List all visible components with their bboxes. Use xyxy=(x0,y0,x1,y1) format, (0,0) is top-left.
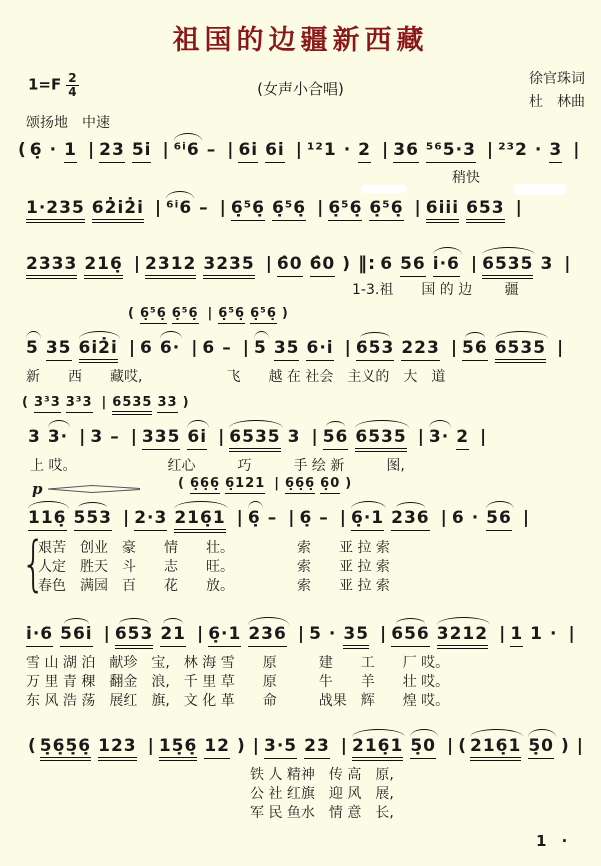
meter-numerator: 2 xyxy=(68,71,77,85)
note-token: 6̣⁵6̣ xyxy=(218,307,245,324)
page-number: 1 · xyxy=(536,832,573,850)
lyrics-row: 公 社 红旗 迎 风 展, xyxy=(250,785,394,802)
paren: ( xyxy=(22,395,29,410)
lyrics-block xyxy=(21,528,534,599)
piano-dynamic: p xyxy=(32,480,43,498)
barline: | xyxy=(219,198,227,218)
song-title: 祖国的边疆新西藏 xyxy=(172,25,429,56)
paren: ( xyxy=(28,736,37,756)
note-token: 216̣1 xyxy=(470,737,521,761)
meter-denominator: 4 xyxy=(68,84,77,99)
barline: | xyxy=(576,736,585,756)
barline: | xyxy=(207,306,214,321)
notation-line xyxy=(18,130,584,163)
note-token: 1·235 xyxy=(26,199,85,223)
note-token: 23 xyxy=(304,737,330,759)
barline: | xyxy=(573,140,581,160)
note-token: 6̣⁵6̣ xyxy=(250,307,277,324)
note-token: – xyxy=(206,140,217,160)
note-token: 6 xyxy=(202,338,216,358)
paren: ( xyxy=(18,140,27,160)
note-token: 33 xyxy=(157,396,177,413)
paren: ) xyxy=(342,254,352,274)
barline: | xyxy=(130,427,138,447)
note-token: 216̣1 xyxy=(352,737,403,761)
barline: | xyxy=(242,338,250,358)
lyrics-row: 万 里 青 稞 翻金 浪, 千 里 草 原 牛 羊 壮 哎。 xyxy=(26,673,450,690)
barline: | xyxy=(218,427,226,447)
note-token: 3 xyxy=(540,254,554,274)
barline: | xyxy=(557,338,565,358)
note-token: ⁶ⁱ6 xyxy=(166,198,193,218)
notation-line xyxy=(26,188,527,223)
note-token: 6̣6̣6̣ xyxy=(190,477,220,494)
note-token: 56i xyxy=(60,625,92,647)
ensemble-type: (女声小合唱) xyxy=(257,80,344,98)
barline: | xyxy=(87,140,96,160)
barline: | xyxy=(311,427,319,447)
note-token: 23 xyxy=(99,141,125,163)
barline: | xyxy=(147,736,155,756)
barline: | xyxy=(522,508,531,528)
paren: ( xyxy=(178,476,185,491)
music-system-7 xyxy=(26,614,580,711)
composer-credit: 杜 林曲 xyxy=(529,94,585,110)
note-token: 56 xyxy=(323,428,349,450)
note-token: 6 xyxy=(140,338,153,358)
barline: | xyxy=(191,338,199,358)
barline: | xyxy=(252,736,260,756)
note-token: 216̣1 xyxy=(174,509,225,533)
note-token: 56 xyxy=(462,339,488,361)
note-token: 6̣ xyxy=(247,508,261,528)
note-token: 3³3 xyxy=(34,396,61,413)
note-token: 5 xyxy=(26,338,39,358)
note-token: i·6 xyxy=(26,625,53,647)
barline: | xyxy=(499,624,507,644)
barline: | xyxy=(123,508,131,528)
barline: | xyxy=(568,624,576,644)
note-token: ⁵⁶5·3 xyxy=(426,141,476,163)
note-token: 6535 xyxy=(229,428,280,452)
note-token: 6̣⁵6̣ xyxy=(369,199,403,221)
note-token: · xyxy=(49,140,58,160)
note-token: – xyxy=(199,198,209,218)
note-token: 6̣121 xyxy=(225,477,265,494)
note-token: – xyxy=(267,508,278,528)
note-token: 5 xyxy=(253,338,267,358)
barline: | xyxy=(480,427,488,447)
lyrics-block xyxy=(250,766,588,823)
barline: | xyxy=(470,254,479,274)
interlude-notes xyxy=(128,300,568,324)
lyricist-credit: 徐官珠词 xyxy=(529,71,585,87)
note-token: 3· xyxy=(428,427,450,447)
note-token: 3·5 xyxy=(264,737,297,759)
barline: | xyxy=(339,508,348,528)
note-token: 2 xyxy=(456,428,469,450)
note-token: 3235 xyxy=(203,255,254,279)
note-token: 6̣ xyxy=(299,508,313,528)
note-token: 6· xyxy=(159,338,181,358)
note-token: 12 xyxy=(204,737,230,759)
lyrics-block xyxy=(352,281,576,300)
note-token: 36 xyxy=(393,141,419,163)
paren: ) xyxy=(182,395,190,410)
lyrics-block xyxy=(26,654,580,711)
barline: | xyxy=(486,140,495,160)
barline: | xyxy=(447,736,455,756)
lyrics-row: 春色 满园 百 花 放。 索 亚 拉 索 xyxy=(38,577,390,594)
note-token: 3 xyxy=(90,427,104,447)
lyrics-row: 军 民 鱼水 情 意 长, xyxy=(250,804,394,821)
notation-line xyxy=(26,614,580,649)
note-token: 6̂0 xyxy=(310,255,336,277)
note-token: 656 xyxy=(391,625,430,647)
note-token: i·6 xyxy=(433,255,460,277)
note-token: 6̣·1 xyxy=(351,509,384,531)
notation-line xyxy=(28,417,491,452)
note-token: 335 xyxy=(142,428,181,450)
note-token: 5 xyxy=(309,624,322,644)
note-token: 3 xyxy=(549,141,562,163)
note-token: 6̣ xyxy=(29,140,43,160)
notation-line xyxy=(28,498,534,533)
barline: | xyxy=(288,508,296,528)
note-token: 5̣0 xyxy=(528,737,554,759)
paren: ) xyxy=(345,476,353,491)
lyrics-row: 1-3.祖 国 的 边 疆 xyxy=(352,281,519,298)
scan-artifact xyxy=(514,184,566,195)
note-token: 5̣6̣5̣6̣ xyxy=(40,737,91,761)
barline: | xyxy=(265,254,273,274)
tempo-change-marking: 稍快 xyxy=(452,170,480,186)
notation-line xyxy=(26,244,576,279)
note-token: 3 xyxy=(287,427,301,447)
music-system-8 xyxy=(28,726,588,823)
barline: | xyxy=(295,140,303,160)
barline: | xyxy=(382,140,390,160)
barline: | xyxy=(417,427,425,447)
note-token: 123 xyxy=(98,737,137,761)
note-token: 653 xyxy=(466,199,505,223)
note-token: 6̣6̣6̣ xyxy=(285,477,315,494)
music-system-6 xyxy=(20,470,534,599)
note-token: 236 xyxy=(391,509,430,531)
note-token: 6535 xyxy=(482,255,533,279)
note-token: 6iii xyxy=(426,199,459,223)
barline: | xyxy=(440,508,448,528)
barline: | xyxy=(380,624,388,644)
paren: ) xyxy=(281,306,289,321)
music-system-1 xyxy=(18,130,584,163)
music-system-3 xyxy=(26,244,576,300)
note-token: 1 xyxy=(530,624,543,644)
lyrics-row: 上 哎。 红心 巧 手 绘 新 图, xyxy=(30,457,405,474)
barline: | xyxy=(450,338,459,358)
note-token: 3· xyxy=(47,427,69,447)
key-label: 1=F xyxy=(28,75,62,94)
note-token: ¹²1 xyxy=(306,140,337,160)
note-token: 6̣⁵6̣ xyxy=(328,199,362,221)
lyrics-row: 东 风 浩 荡 展红 旗, 文 化 革 命 战果 辉 煌 哎。 xyxy=(26,692,450,709)
note-token: 1 xyxy=(64,141,77,163)
note-token: 223 xyxy=(401,339,440,361)
lyrics-row: 铁 人 精神 传 高 原, xyxy=(250,766,394,783)
note-token: 6i xyxy=(187,428,207,450)
paren: ( xyxy=(128,306,135,321)
paren: ( xyxy=(458,736,468,756)
notation-line xyxy=(26,328,568,363)
music-system-4 xyxy=(26,300,568,387)
music-system-2 xyxy=(26,188,527,223)
barline: | xyxy=(197,624,205,644)
barline: | xyxy=(103,624,111,644)
note-token: 6535 xyxy=(495,339,546,363)
lyrics-row: 艰苦 创业 豪 情 壮。 索 亚 拉 索 xyxy=(38,539,390,556)
barline: | xyxy=(340,736,349,756)
note-token: · xyxy=(343,140,352,160)
note-token: 56 xyxy=(486,509,512,531)
note-token: 653 xyxy=(115,625,154,649)
barline: | xyxy=(515,198,523,218)
note-token: 6̣0 xyxy=(320,477,340,494)
note-token: 6535 xyxy=(112,396,152,415)
tempo-marking: 颂扬地 中速 xyxy=(26,115,110,131)
barline: | xyxy=(162,140,170,160)
note-token: 3212 xyxy=(437,625,488,649)
note-token: 5̣0 xyxy=(410,737,436,759)
hairpin-icon xyxy=(46,484,142,494)
note-token: 35 xyxy=(46,339,72,361)
lyrics-brace: { xyxy=(21,528,46,599)
note-token: 35 xyxy=(274,339,300,361)
lyrics-block xyxy=(26,368,568,387)
note-token: 6·i xyxy=(306,339,333,361)
note-token: 6 xyxy=(451,508,465,528)
barline: | xyxy=(274,476,281,491)
note-token: 6i xyxy=(265,141,285,163)
credits xyxy=(529,68,585,114)
barline: | xyxy=(236,508,244,528)
scan-artifact xyxy=(362,185,406,193)
dynamic-marking xyxy=(32,480,142,498)
barline: | xyxy=(154,198,163,218)
note-token: · xyxy=(471,508,480,528)
lyrics-row: 新 西 藏哎, 飞 越 在 社会 主义的 大 道 xyxy=(26,368,446,385)
note-token: 6̂0 xyxy=(277,255,303,277)
note-token: 5i xyxy=(132,141,152,163)
barline: | xyxy=(227,140,235,160)
note-token: 56 xyxy=(400,255,426,277)
note-token: 1 xyxy=(510,625,523,647)
repeat-sign: ‖: xyxy=(358,253,377,274)
interlude-notes xyxy=(178,470,534,494)
note-token: 3³3 xyxy=(66,396,93,413)
barline: | xyxy=(133,254,142,274)
note-token: 15̣6̣ xyxy=(159,737,198,761)
note-token: 35 xyxy=(343,625,369,649)
note-token: 3 xyxy=(28,427,41,447)
note-token: 236 xyxy=(248,625,287,647)
barline: | xyxy=(414,198,422,218)
note-token: – xyxy=(319,508,329,528)
note-token: 6i2̇i xyxy=(79,339,118,363)
note-token: · xyxy=(534,140,543,160)
note-token: 6535 xyxy=(355,428,406,452)
music-system-5 xyxy=(22,389,491,476)
barline: | xyxy=(344,338,352,358)
note-token: – xyxy=(110,427,120,447)
barline: | xyxy=(101,395,108,410)
paren: ) xyxy=(237,736,246,756)
note-token: 553 xyxy=(74,509,113,531)
note-token: · xyxy=(550,624,558,644)
note-token: 216̣ xyxy=(84,255,123,279)
lyrics-row: 雪 山 湖 泊 献珍 宝, 林 海 雪 原 建 工 厂 哎。 xyxy=(26,654,450,671)
note-token: 6̣⁵6̣ xyxy=(140,307,167,324)
note-token: 2312 xyxy=(145,255,196,279)
lyrics-row: 人定 胜天 斗 志 旺。 索 亚 拉 索 xyxy=(38,558,390,575)
note-token: 2333 xyxy=(26,255,77,279)
note-token: 2·3 xyxy=(134,509,167,531)
barline: | xyxy=(297,624,306,644)
note-token: 6̣⁵6̣ xyxy=(272,199,306,221)
note-token: 2 xyxy=(358,141,371,163)
note-token: 21 xyxy=(160,625,186,647)
note-token: ²³2 xyxy=(498,140,528,160)
note-token: 653 xyxy=(356,339,395,361)
paren: ) xyxy=(561,736,570,756)
note-token: 6̣⁵6̣ xyxy=(172,307,199,324)
barline: | xyxy=(564,254,572,274)
note-token: 116̣ xyxy=(28,509,67,531)
note-token: 6̣⁵6̣ xyxy=(231,199,265,221)
note-token: ⁶ⁱ6 xyxy=(173,140,200,160)
notation-line xyxy=(28,726,588,761)
barline: | xyxy=(79,427,87,447)
barline: | xyxy=(317,198,325,218)
note-token: · xyxy=(328,624,337,644)
note-token: 6̣·1 xyxy=(208,625,241,647)
note-token: 6i xyxy=(238,141,258,163)
note-token: 62̇i2̇i xyxy=(92,199,144,223)
interlude-notes xyxy=(22,389,491,413)
note-token: 6 xyxy=(380,254,394,274)
note-token: – xyxy=(222,338,232,358)
barline: | xyxy=(128,338,137,358)
